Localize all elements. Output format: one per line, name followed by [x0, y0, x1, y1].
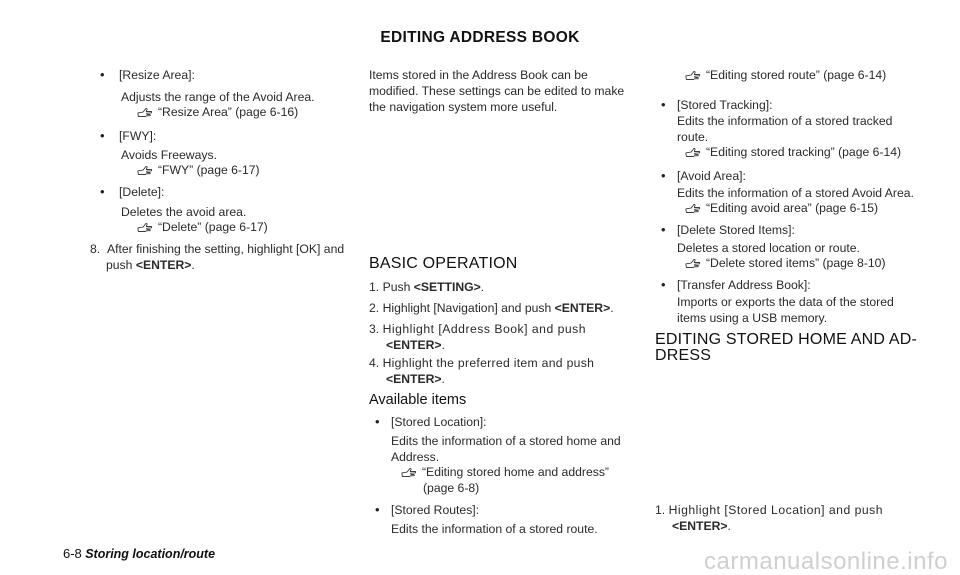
resize-area-label: [Resize Area]:	[119, 68, 195, 82]
transfer-desc-1: Imports or exports the data of the stored	[677, 295, 894, 309]
pointing-hand-icon	[401, 466, 417, 478]
intro-line-2: modified. These settings can be edited to make	[369, 84, 625, 98]
delete-stored-items-desc: Deletes a stored location or route.	[677, 241, 860, 255]
resize-area-desc: Adjusts the range of the Avoid Area.	[121, 90, 315, 104]
step-8-line1: After finishing the setting, highlight [OK] and	[107, 242, 345, 256]
fwy-label: [FWY]:	[119, 129, 157, 143]
pointing-hand-icon	[685, 69, 701, 81]
ref-text: “FWY” (page 6-17)	[158, 163, 260, 177]
resize-area-ref	[137, 104, 298, 120]
pointing-hand-icon	[685, 202, 701, 214]
setting-key: <SETTING>	[413, 280, 481, 294]
step-4: 4. Highlight the preferred item and push	[369, 356, 595, 370]
stored-routes-desc: Edits the information of a stored route.	[391, 522, 598, 536]
step-1: 1. Push <SETTING>.	[369, 280, 485, 294]
stored-tracking-ref	[685, 144, 901, 160]
enter-key: <ENTER>	[554, 301, 611, 315]
delete-label: [Delete]:	[119, 185, 165, 199]
enter-key: <ENTER>	[386, 372, 442, 386]
step-8-line2: push <ENTER>.	[106, 258, 195, 272]
ref-text: “Editing stored tracking” (page 6-14)	[706, 145, 902, 159]
page-number: 6-8	[63, 546, 82, 561]
enter-key: <ENTER>	[386, 338, 442, 352]
stored-tracking-desc-2: route.	[677, 130, 709, 144]
ref-text: “Editing stored route” (page 6-14)	[706, 68, 887, 82]
intro-line-3: the navigation system more useful.	[369, 100, 558, 114]
avoid-area-label: [Avoid Area]:	[677, 169, 746, 183]
delete-stored-items-label: [Delete Stored Items]:	[677, 223, 795, 237]
ref-text: “Editing stored home and address”	[422, 465, 609, 479]
delete-desc: Deletes the avoid area.	[121, 205, 247, 219]
stored-routes-label: [Stored Routes]:	[391, 503, 480, 517]
stored-location-label: [Stored Location]:	[391, 415, 487, 429]
bullet: •	[661, 277, 666, 292]
transfer-address-book-label: [Transfer Address Book]:	[677, 278, 811, 292]
available-items-heading: Available items	[369, 392, 467, 408]
col3-step-1-key: <ENTER>.	[672, 519, 731, 533]
bullet: •	[100, 184, 105, 199]
stored-location-desc-2: Address.	[391, 450, 440, 464]
step-3-key: <ENTER>.	[386, 338, 445, 352]
stored-routes-ref	[685, 67, 886, 83]
step-2: 2. Highlight [Navigation] and push <ENTER>.	[369, 301, 614, 315]
stored-tracking-label: [Stored Tracking]:	[677, 98, 773, 112]
bullet: •	[661, 168, 666, 183]
stored-location-desc-1: Edits the information of a stored home and	[391, 434, 621, 448]
pointing-hand-icon	[137, 221, 153, 233]
delete-stored-items-ref	[685, 255, 886, 271]
bullet: •	[375, 414, 380, 429]
bullet: •	[100, 67, 105, 82]
step-8-number: 8.	[90, 242, 101, 256]
ref-text: “Delete stored items” (page 8-10)	[706, 256, 886, 270]
bullet: •	[375, 502, 380, 517]
footer	[63, 546, 215, 562]
page-title: EDITING ADDRESS BOOK	[380, 29, 580, 46]
section-title: Storing location/route	[85, 547, 216, 561]
pointing-hand-icon	[685, 257, 701, 269]
stored-location-ref	[401, 464, 609, 480]
watermark: carmanualsonline.info	[704, 548, 948, 575]
avoid-area-desc: Edits the information of a stored Avoid Area.	[677, 186, 914, 200]
avoid-area-ref	[685, 200, 878, 216]
fwy-desc: Avoids Freeways.	[121, 148, 217, 162]
col3-step-1: 1. Highlight [Stored Location] and push	[655, 503, 884, 517]
editing-home-heading-1: EDITING STORED HOME AND AD-	[655, 331, 918, 348]
bullet: •	[100, 128, 105, 143]
editing-home-heading-2: DRESS	[655, 347, 712, 364]
fwy-ref	[137, 162, 260, 178]
stored-location-ref-page: (page 6-8)	[423, 481, 480, 495]
bullet: •	[661, 97, 666, 112]
ref-text: “Resize Area” (page 6-16)	[158, 105, 299, 119]
bullet: •	[661, 222, 666, 237]
delete-ref	[137, 219, 268, 235]
step-4-key: <ENTER>.	[386, 372, 445, 386]
stored-tracking-desc-1: Edits the information of a stored tracked	[677, 114, 893, 128]
pointing-hand-icon	[685, 146, 701, 158]
transfer-desc-2: items using a USB memory.	[677, 311, 828, 325]
enter-key: <ENTER>	[135, 258, 192, 272]
basic-operation-heading: BASIC OPERATION	[369, 255, 518, 272]
pointing-hand-icon	[137, 106, 153, 118]
step-3: 3. Highlight [Address Book] and push	[369, 322, 587, 336]
ref-text: “Delete” (page 6-17)	[158, 220, 268, 234]
ref-text: “Editing avoid area” (page 6-15)	[706, 201, 879, 215]
enter-key: <ENTER>	[672, 519, 728, 533]
intro-line-1: Items stored in the Address Book can be	[369, 68, 588, 82]
pointing-hand-icon	[137, 164, 153, 176]
